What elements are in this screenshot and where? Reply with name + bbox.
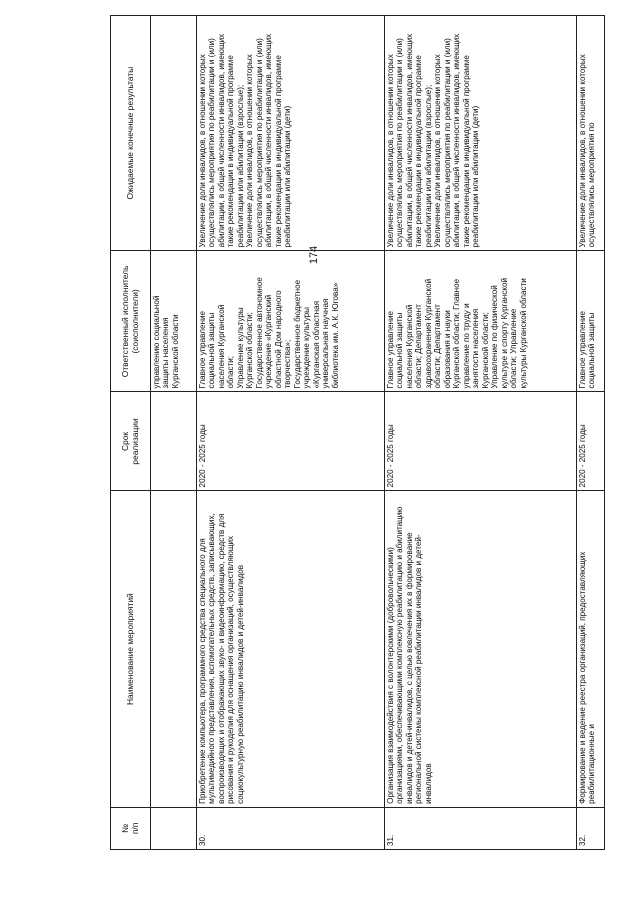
table-row: [577, 16, 605, 850]
cell-result: Увеличение доли инвалидов, в отношении которых осуществлялись мероприятия по реабилитации и (или) абилитации, в общей численности инвалидов, имеющих такие рекомендации в индивидуальной программе реабилитации или абилитации (взрослые); Увеличение доли инвалидов, в отношении которых осуществлялись мероприятия по реабилитации и (или) абилитации, в общей численности инвалидов, имеющих такие рекомендации в индивидуальной программе реабилитации или абилитации (дети): [385, 16, 577, 251]
table-row: [197, 16, 385, 850]
cell-executor: Главное управление социальной защиты: [577, 251, 605, 392]
table-row: [385, 16, 577, 850]
cell-executor: управлению социальной защиты населения Курганской области: [151, 251, 197, 392]
header-executor: Ответственный исполнитель (соисполнители): [111, 251, 151, 392]
table-header-row: [111, 16, 151, 850]
cell-number: [151, 807, 197, 849]
header-expected-results: Ожидаемые конечные результаты: [111, 16, 151, 251]
cell-name: Организация взаимодействия с волонтерскими (добровольческими) организациями, обеспечивающими комплексную реабилитацию и абилитацию инвалидов и детей-инвалидов, с целью вовлечения их в формирование региональной системы комплексной реабилитации инвалидов и детей-инвалидов: [385, 491, 577, 807]
header-term: Срок реализации: [111, 392, 151, 491]
cell-number: 32.: [577, 807, 605, 849]
cell-executor: Главное управление социальной защиты населения Курганской области; Департамент здравоохранения Курганской области; Департамент образования и науки Курганской области; Главное управление по труду и занятости населения Курганской области; Управление по физической культуре и спорту Курганской области; Управление культуры Курганской области: [385, 251, 577, 392]
cell-name: Приобретение компьютера, программного средства специального для мультимедийного представления, вспомогательных средств, записывающих, воспроизводящих и отображающих звуко- и видеоинформацию, средств для рисования и рукоделия для оснащения организаций, осуществляющих социокультурную реабилитацию инвалидов и детей-инвалидов: [197, 491, 385, 807]
cell-name: [151, 491, 197, 807]
table-row-continuation: [151, 16, 197, 850]
cell-executor: Главное управление социальной защиты населения Курганской области; Управление культуры Курганской области; Государственное автономное учреждение «Курганский областной Дом народного творчества»; Государственное бюджетное учреждение культуры «Курганская областная универсальная научная библиотека им. А.К. Югова»: [197, 251, 385, 392]
header-number: № п/п: [111, 807, 151, 849]
cell-number: 31.: [385, 807, 577, 849]
cell-term: 2020 - 2025 годы: [385, 392, 577, 491]
page-number: 174: [308, 245, 321, 265]
cell-number: 30.: [197, 807, 385, 849]
cell-term: 2020 - 2025 годы: [197, 392, 385, 491]
cell-term: 2020 - 2025 годы: [577, 392, 605, 491]
rotated-page: [110, 15, 597, 850]
cell-result: [151, 16, 197, 251]
cell-term: [151, 392, 197, 491]
header-measure-name: Наименование мероприятий: [111, 491, 151, 807]
cell-result: Увеличение доли инвалидов, в отношении которых осуществлялись мероприятия по реабилитации и (или) абилитации, в общей численности инвалидов, имеющих такие рекомендации в индивидуальной программе реабилитации или абилитации (взрослые); Увеличение доли инвалидов, в отношении которых осуществлялись мероприятия по реабилитации и (или) абилитации, в общей численности инвалидов, имеющих такие рекомендации в индивидуальной программе реабилитации или абилитации (дети): [197, 16, 385, 251]
measures-table: [110, 15, 605, 850]
cell-result: Увеличение доли инвалидов, в отношении которых осуществлялись мероприятия по: [577, 16, 605, 251]
cell-name: Формирование и ведение реестра организаций, предоставляющих реабилитационные и: [577, 491, 605, 807]
